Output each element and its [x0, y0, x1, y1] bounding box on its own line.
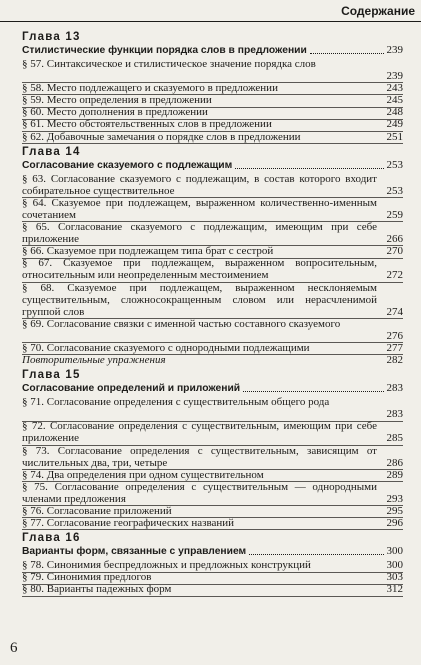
- exercises-entry[interactable]: [22, 354, 403, 366]
- section-entry[interactable]: [22, 571, 403, 583]
- section-entry[interactable]: [22, 469, 403, 481]
- section-page-number: 283: [386, 408, 403, 421]
- running-header: [0, 0, 421, 22]
- chapter-title-row[interactable]: [22, 545, 403, 558]
- section-title: § 76. Согласование приложений: [22, 505, 172, 518]
- section-page-number: 239: [386, 70, 403, 83]
- section-entry[interactable]: [22, 342, 403, 354]
- section-title: § 67. Сказуемое при подлежащем, выраженном вопросительным, относительным или неопределенным местоимением: [22, 257, 377, 282]
- section-page-number: 276: [386, 329, 403, 342]
- section-page-number: 296: [386, 517, 403, 530]
- section-entry[interactable]: [22, 94, 403, 106]
- section-title: § 60. Место дополнения в предложении: [22, 106, 208, 119]
- section-entry[interactable]: [22, 583, 403, 595]
- chapter-section: [22, 146, 403, 367]
- section-entry[interactable]: [22, 282, 403, 318]
- section-title: § 61. Место обстоятельственных слов в предложении: [22, 118, 272, 131]
- section-title: Повторительные упражнения: [22, 354, 166, 367]
- section-title: § 70. Согласование сказуемого с однородными подлежащими: [22, 341, 310, 354]
- entry-underline: [22, 143, 403, 144]
- chapter-page-number: 253: [386, 158, 403, 171]
- section-title: § 66. Сказуемое при подлежащем типа брат с сестрой: [22, 245, 274, 258]
- section-page-number: 300: [386, 559, 403, 572]
- section-title: § 78. Синонимия беспредложных и предложных конструкций: [22, 559, 311, 572]
- section-page-number: 270: [386, 245, 403, 258]
- section-entry[interactable]: [22, 420, 403, 444]
- section-entry[interactable]: [22, 318, 403, 342]
- header-rule: [0, 21, 421, 22]
- section-page-number: 289: [386, 468, 403, 481]
- running-header-title: Содержание: [341, 4, 415, 18]
- section-page-number: 285: [386, 432, 403, 445]
- chapter-title: Стилистические функции порядка слов в предложении: [22, 45, 307, 56]
- section-title: § 69. Согласование связки с именной частью составного сказуемого: [22, 317, 341, 330]
- chapter-page-number: 300: [386, 545, 403, 558]
- section-entry[interactable]: [22, 445, 403, 469]
- section-entry[interactable]: [22, 245, 403, 257]
- section-title: § 74. Два определения при одном существительном: [22, 468, 264, 481]
- dot-leader: [249, 554, 383, 555]
- dot-leader: [243, 391, 383, 392]
- section-title: § 80. Варианты падежных форм: [22, 583, 172, 596]
- dot-leader: [310, 53, 384, 54]
- chapter-section: [22, 31, 403, 143]
- section-entry[interactable]: [22, 559, 403, 571]
- section-entry[interactable]: [22, 505, 403, 517]
- section-page-number: 253: [386, 184, 403, 197]
- section-entry[interactable]: [22, 82, 403, 94]
- section-page-number: 259: [386, 208, 403, 221]
- page-number: 6: [10, 640, 18, 656]
- section-entry[interactable]: [22, 131, 403, 143]
- section-entry[interactable]: [22, 58, 403, 82]
- entry-underline: [22, 596, 403, 597]
- section-entry[interactable]: [22, 106, 403, 118]
- section-page-number: 251: [386, 130, 403, 143]
- section-page-number: 312: [386, 583, 403, 596]
- chapter-title-row[interactable]: [22, 44, 403, 57]
- section-title: § 68. Сказуемое при подлежащем, выраженном несклоняемым существительным, сложносокращенным словом или нерасчленимой группой слов: [22, 281, 377, 318]
- section-title: § 79. Синонимия предлогов: [22, 571, 152, 584]
- section-page-number: 295: [386, 505, 403, 518]
- section-title: § 65. Согласование сказуемого с подлежащим, имеющим при себе приложение: [22, 221, 377, 246]
- chapter-title: Согласование определений и приложений: [22, 383, 241, 395]
- section-entry[interactable]: [22, 396, 403, 420]
- section-page-number: 245: [386, 94, 403, 107]
- chapter-title-row[interactable]: [22, 159, 403, 172]
- section-title: § 62. Добавочные замечания о порядке слов в предложении: [22, 130, 301, 143]
- section-entry[interactable]: [22, 173, 403, 197]
- section-title: § 77. Согласование географических названий: [22, 517, 235, 530]
- entry-underline: [22, 529, 403, 530]
- section-entry[interactable]: [22, 257, 403, 281]
- section-page-number: 243: [386, 82, 403, 95]
- chapter-title: Варианты форм, связанные с управлением: [22, 546, 247, 558]
- section-page-number: 248: [386, 106, 403, 119]
- section-title: § 73. Согласование определения с существительным, зависящим от числительных два, три, четыре: [22, 444, 377, 469]
- section-entry[interactable]: [22, 517, 403, 529]
- section-page-number: 282: [386, 354, 403, 367]
- section-page-number: 293: [386, 492, 403, 505]
- chapter-label: Глава 14: [22, 145, 81, 158]
- section-title: § 63. Согласование сказуемого с подлежащим, в состав которого входит собирательное существительное: [22, 172, 377, 197]
- section-entry[interactable]: [22, 118, 403, 130]
- section-page-number: 266: [386, 233, 403, 246]
- section-page-number: 272: [386, 269, 403, 282]
- section-page-number: 303: [386, 571, 403, 584]
- chapter-title: Согласование сказуемого с подлежащим: [22, 159, 233, 171]
- section-page-number: 277: [386, 341, 403, 354]
- section-page-number: 249: [386, 118, 403, 131]
- chapter-page-number: 283: [386, 382, 403, 395]
- section-title: § 75. Согласование определения с существительным — однородными членами предложения: [22, 480, 377, 505]
- table-of-contents: [22, 31, 403, 598]
- chapter-page-number: 239: [386, 44, 403, 56]
- dot-leader: [235, 168, 383, 169]
- chapter-label: Глава 16: [22, 532, 81, 545]
- section-title: § 58. Место подлежащего и сказуемого в предложении: [22, 82, 278, 95]
- section-entry[interactable]: [22, 481, 403, 505]
- section-title: § 64. Сказуемое при подлежащем, выраженном количественно-именным сочетанием: [22, 196, 377, 221]
- chapter-title-row[interactable]: [22, 382, 403, 395]
- section-page-number: 286: [386, 456, 403, 469]
- section-entry[interactable]: [22, 221, 403, 245]
- chapter-label: Глава 13: [22, 31, 81, 43]
- section-entry[interactable]: [22, 197, 403, 221]
- section-page-number: 274: [386, 305, 403, 318]
- section-title: § 59. Место определения в предложении: [22, 94, 212, 107]
- section-title: § 72. Согласование определения с существительным, имеющим при себе приложение: [22, 420, 377, 445]
- chapter-section: [22, 532, 403, 595]
- chapter-section: [22, 369, 403, 529]
- section-title: § 71. Согласование определения с существительным общего рода: [22, 396, 330, 409]
- chapter-label: Глава 15: [22, 369, 81, 382]
- section-title: § 57. Синтаксическое и стилистическое значение порядка слов: [22, 58, 316, 70]
